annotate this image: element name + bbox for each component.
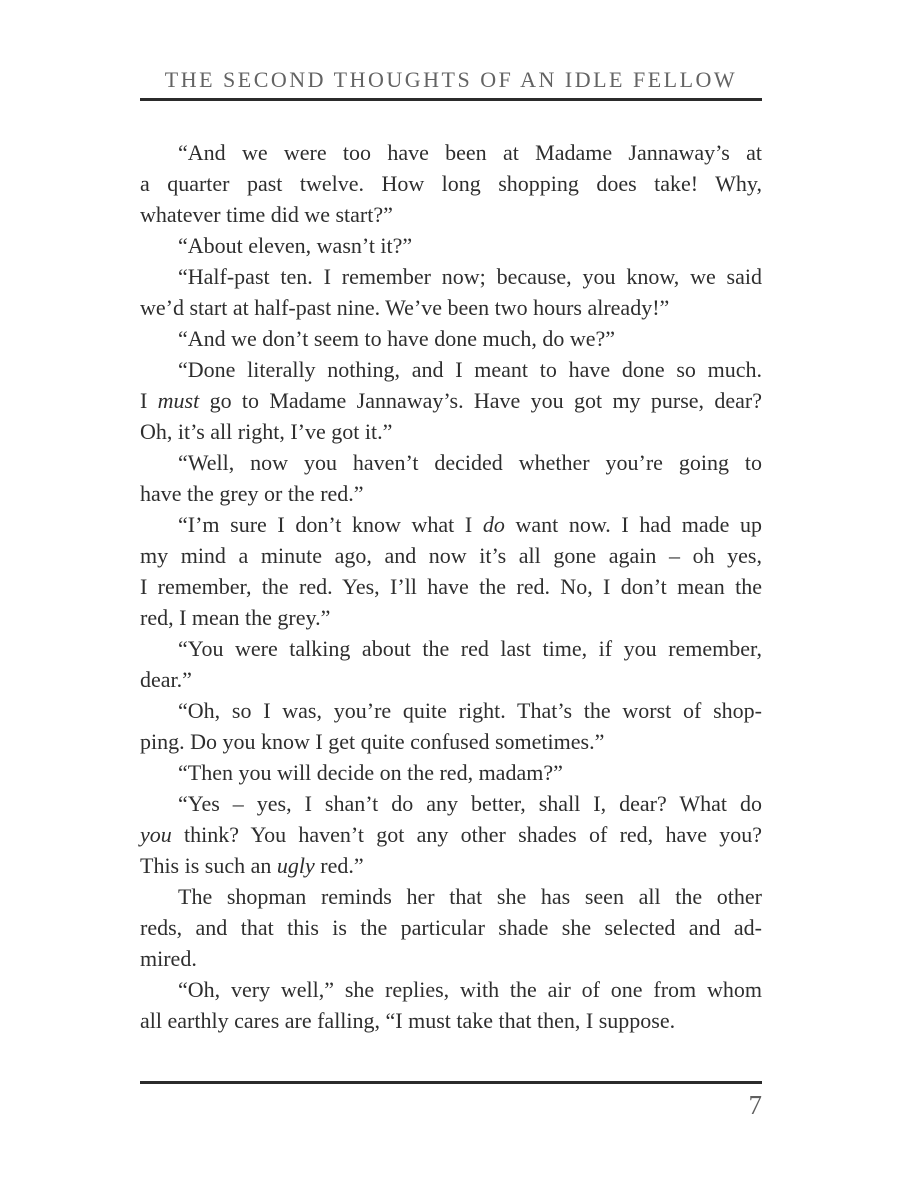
text-segment: I xyxy=(140,388,158,413)
text-line xyxy=(140,230,762,261)
text-segment: a quarter past twelve. How long shopping does take! Why, xyxy=(140,171,762,196)
text-segment: want now. I had made up xyxy=(504,512,762,537)
paragraph xyxy=(140,757,762,788)
text-segment: “Oh, very well,” she replies, with the air of one from whom xyxy=(178,977,762,1002)
text-line xyxy=(140,757,762,788)
footer-rule xyxy=(140,1081,762,1084)
text-line xyxy=(140,850,762,881)
paragraph xyxy=(140,137,762,230)
italic-text: do xyxy=(482,512,505,537)
text-segment: I remember, the red. Yes, I’ll have the red. No, I don’t mean the xyxy=(140,574,762,599)
paragraph xyxy=(140,509,762,633)
paragraph xyxy=(140,261,762,323)
paragraph xyxy=(140,881,762,974)
text-segment: “And we were too have been at Madame Jannaway’s at xyxy=(178,140,762,165)
text-line xyxy=(140,261,762,292)
header-rule xyxy=(140,98,762,101)
italic-text: you xyxy=(140,822,172,847)
text-line xyxy=(140,633,762,664)
text-segment: “Oh, so I was, you’re quite right. That’s the worst of shop- xyxy=(178,698,762,723)
text-segment: all earthly cares are falling, “I must take that then, I suppose. xyxy=(140,1008,676,1033)
text-line xyxy=(140,168,762,199)
paragraph xyxy=(140,633,762,695)
text-line xyxy=(140,788,762,819)
text-line xyxy=(140,819,762,850)
text-line xyxy=(140,602,762,633)
text-segment: go to Madame Jannaway’s. Have you got my purse, dear? xyxy=(199,388,762,413)
paragraph xyxy=(140,974,762,1036)
text-segment: “Half-past ten. I remember now; because, you know, we said xyxy=(178,264,762,289)
text-segment: Oh, it’s all right, I’ve got it.” xyxy=(140,419,393,444)
text-line xyxy=(140,1005,762,1036)
text-line xyxy=(140,323,762,354)
text-line xyxy=(140,509,762,540)
text-segment: “I’m sure I don’t know what I xyxy=(178,512,483,537)
text-segment: mired. xyxy=(140,946,197,971)
italic-text: must xyxy=(157,388,200,413)
text-segment: “You were talking about the red last time, if you remember, xyxy=(178,636,762,661)
text-segment: think? You haven’t got any other shades of red, have you? xyxy=(171,822,762,847)
text-segment: “About eleven, wasn’t it?” xyxy=(178,233,413,258)
text-segment: whatever time did we start?” xyxy=(140,202,393,227)
text-segment: This is such an xyxy=(140,853,277,878)
text-segment: “Well, now you haven’t decided whether you’re going to xyxy=(178,450,762,475)
text-segment: “Done literally nothing, and I meant to have done so much. xyxy=(178,357,762,382)
text-line xyxy=(140,292,762,323)
text-line xyxy=(140,695,762,726)
text-line xyxy=(140,385,762,416)
text-segment: dear.” xyxy=(140,667,192,692)
text-line xyxy=(140,354,762,385)
text-segment: The shopman reminds her that she has seen all the other xyxy=(178,884,762,909)
text-line xyxy=(140,664,762,695)
text-segment: reds, and that this is the particular shade she selected and ad- xyxy=(140,915,762,940)
text-segment: “Then you will decide on the red, madam?” xyxy=(178,760,563,785)
text-line xyxy=(140,881,762,912)
text-line xyxy=(140,571,762,602)
text-segment: red.” xyxy=(314,853,364,878)
text-segment: ping. Do you know I get quite confused sometimes.” xyxy=(140,729,605,754)
text-line xyxy=(140,912,762,943)
text-line xyxy=(140,540,762,571)
paragraph xyxy=(140,788,762,881)
text-line xyxy=(140,416,762,447)
text-segment: have the grey or the red.” xyxy=(140,481,364,506)
text-segment: red, I mean the grey.” xyxy=(140,605,331,630)
paragraph xyxy=(140,354,762,447)
paragraph xyxy=(140,230,762,261)
text-segment: “And we don’t seem to have done much, do we?” xyxy=(178,326,616,351)
paragraph xyxy=(140,323,762,354)
italic-text: ugly xyxy=(276,853,315,878)
text-segment: “Yes – yes, I shan’t do any better, shall I, dear? What do xyxy=(178,791,762,816)
text-segment: we’d start at half-past nine. We’ve been two hours already!” xyxy=(140,295,670,320)
paragraph xyxy=(140,695,762,757)
text-block xyxy=(140,137,762,1036)
running-head-title: THE SECOND THOUGHTS OF AN IDLE FELLOW xyxy=(164,67,738,92)
text-line xyxy=(140,478,762,509)
page-number: 7 xyxy=(748,1090,762,1120)
text-segment: my mind a minute ago, and now it’s all gone again – oh yes, xyxy=(140,543,762,568)
text-line xyxy=(140,943,762,974)
text-line xyxy=(140,199,762,230)
paragraph xyxy=(140,447,762,509)
text-line xyxy=(140,974,762,1005)
text-line xyxy=(140,137,762,168)
text-line xyxy=(140,726,762,757)
text-line xyxy=(140,447,762,478)
